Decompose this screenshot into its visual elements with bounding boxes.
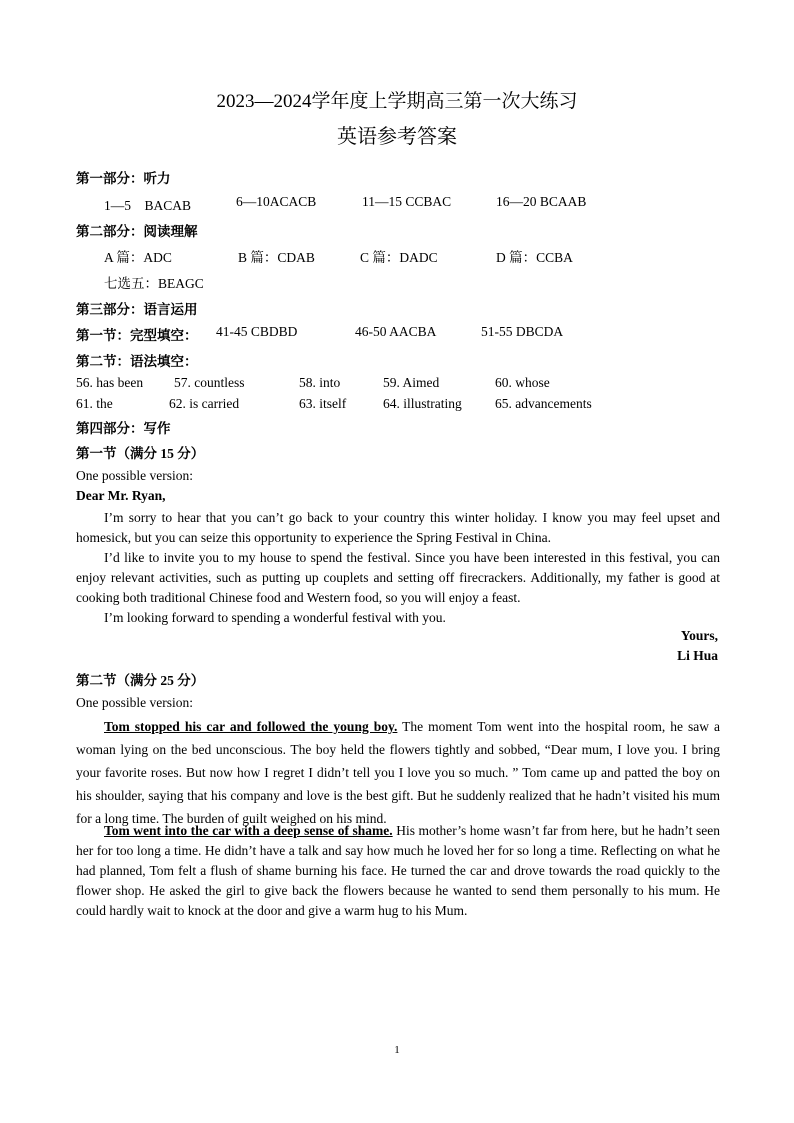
cloze-row [76,324,726,342]
grammar-answer: 62. is carried [169,396,240,411]
grammar-answer: 63. itself [299,396,347,411]
answer-group: 6—10ACACB [236,194,317,209]
story-paragraph-2-lead: Tom went into the car with a deep sense of shame. [104,823,393,838]
answer-group: 51-55 DBCDA [481,324,564,339]
grammar-row-2 [76,396,726,414]
grammar-answer: 65. advancements [495,396,592,411]
letter-paragraph-2: I’d like to invite you to my house to spend the festival. Since you have been interested in this festival, you can enjoy relevant activities, such as putting up couplets and setting off firecrackers. Additionally, my father is good at cooking both traditional Chinese food and Western food, so you will enjoy a feast. [76,550,720,605]
page-number: 1 [394,1044,400,1056]
answer-group: 41-45 CBDBD [216,324,298,339]
document-title: 2023—2024学年度上学期高三第一次大练习 [216,91,578,112]
part1-heading: 第一部分：听力 [76,171,171,186]
answer-group: A 篇：ADC [104,250,172,265]
answer-group: C 篇：DADC [360,250,438,265]
grammar-answer: 64. illustrating [383,396,462,411]
letter-salutation: Dear Mr. Ryan, [76,488,166,503]
cloze-heading: 第一节：完型填空： [76,328,198,343]
writing-sec2-heading: 第二节（满分 25 分） [76,673,205,688]
letter-closing: Yours, [680,628,718,643]
grammar-answer: 58. into [299,375,341,390]
part4-heading: 第四部分：写作 [76,421,171,436]
answer-group: 16—20 BCAAB [496,194,587,209]
answer-group: D 篇：CCBA [496,250,573,265]
part2-answers [104,246,704,264]
story-paragraph-2-body: His mother’s home wasn’t far from here, but he hadn’t seen her for too long a time. He didn’t have a talk and say how much he loved her for so long a time. Reflecting on what he had planned, Tom felt a flush of shame burning his face. He turned the car and drove towards the road quickly to the flower shop. He asked the girl to give back the flowers because he wanted to send them personally to his mum. He could hardly wait to knock at the door and give a warm hug to his Mum. [76,823,720,918]
answer-group: 1—5 BACAB [104,198,192,213]
grammar-heading: 第二节：语法填空： [76,354,198,369]
answer-group: 46-50 AACBA [355,324,437,339]
letter-paragraph-3: I’m looking forward to spending a wonderful festival with you. [104,610,446,625]
story-paragraph-1 [76,715,720,830]
answer-group: B 篇：CDAB [238,250,315,265]
grammar-answer: 57. countless [174,375,245,390]
grammar-row-1 [76,375,726,393]
story-paragraph-2 [76,821,720,921]
story-paragraph-1-lead: Tom stopped his car and followed the young boy. [104,719,398,734]
grammar-answer: 61. the [76,396,113,411]
letter-paragraph-1: I’m sorry to hear that you can’t go back to your country this winter holiday. I know you may feel upset and homesick, but you can seize this opportunity to experience the Spring Festival in China. [76,510,720,545]
story-paragraph-1-body: The moment Tom went into the hospital room, he saw a woman lying on the bed unconscious. The boy held the flowers tightly and sobbed, “Dear mum, I love you. I bring your favorite roses. But now how I regret I didn’t tell you I love you so much. ” Tom came up and patted the boy on his shoulder, saying that his company and love is the best gift. But he suddenly realized that he hadn’t visited his mum for a long time. The burden of guilt weighed on his mind. [76,719,720,826]
part3-heading: 第三部分：语言运用 [76,302,198,317]
document-subtitle: 英语参考答案 [337,126,457,148]
grammar-answer: 59. Aimed [383,375,440,390]
writing-sec1-intro: One possible version: [76,468,193,483]
letter-signature: Li Hua [677,648,718,663]
seven-five-answers: 七选五：BEAGC [104,276,204,291]
grammar-answer: 60. whose [495,375,550,390]
part1-answers [104,194,704,212]
writing-sec1-heading: 第一节（满分 15 分） [76,446,205,461]
grammar-answer: 56. has been [76,375,144,390]
writing-sec2-intro: One possible version: [76,695,193,710]
part2-heading: 第二部分：阅读理解 [76,224,198,239]
answer-group: 11—15 CCBAC [362,194,452,209]
